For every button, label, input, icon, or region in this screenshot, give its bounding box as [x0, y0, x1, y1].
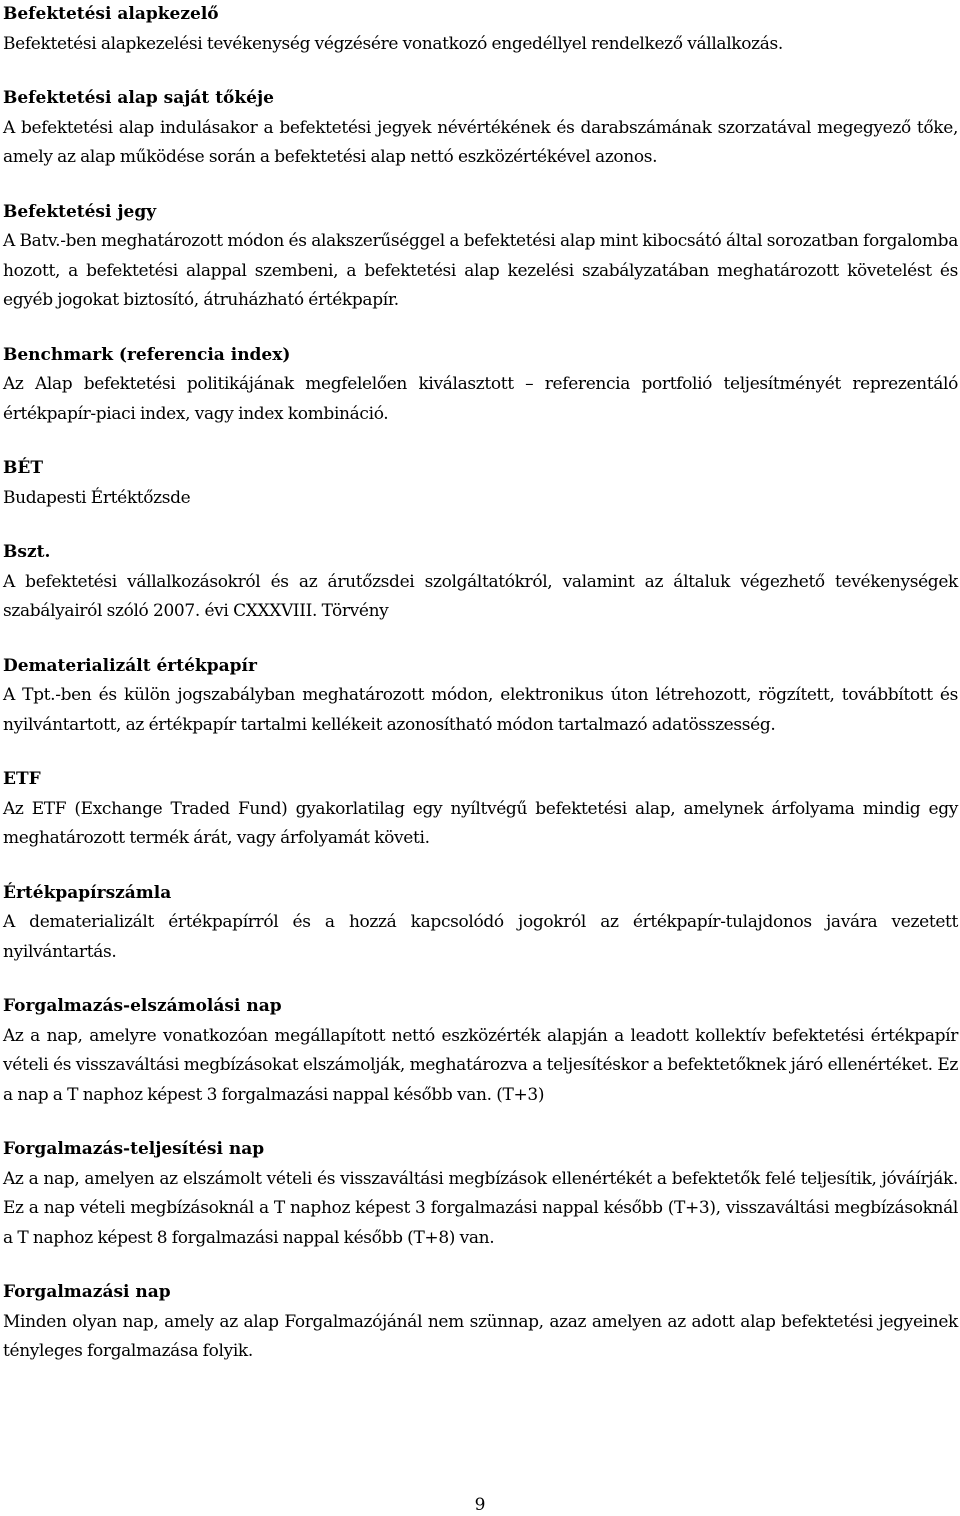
- term-definition: Budapesti Értéktőzsde: [3, 487, 191, 508]
- document-page: [3, 0, 958, 1392]
- term-heading: Befektetési jegy: [3, 201, 157, 222]
- term-heading: Forgalmazás-elszámolási nap: [3, 996, 282, 1016]
- term-heading: Befektetési alap saját tőkéje: [3, 88, 274, 108]
- term-heading: Forgalmazás-teljesítési nap: [3, 1139, 265, 1159]
- glossary-entry: [3, 1135, 958, 1253]
- term-definition: A befektetési vállalkozásokról és az árutőzsdei szolgáltatókról, valamint az általuk végezhető tevékenységek szabályairól szóló 2007. évi CXXXVIII. Törvény: [3, 571, 958, 621]
- term-definition: Az a nap, amelyre vonatkozóan megállapított nettó eszközérték alapján a leadott kollektív befektetési értékpapír vételi és visszaváltási megbízásokat elszámolják, meghatározva a teljesítéskor a befektetőknek járó ellenértéket. Ez a nap a T naphoz képest 3 forgalmazási nappal később van. (T+3): [3, 1025, 958, 1105]
- glossary-entry: [3, 0, 958, 59]
- term-definition: Minden olyan nap, amely az alap Forgalmazójánál nem szünnap, azaz amelyen az adott alap befektetési jegyeinek tényleges forgalmazása folyik.: [3, 1311, 958, 1361]
- term-heading: Értékpapírszámla: [3, 882, 172, 903]
- term-heading: Forgalmazási nap: [3, 1282, 171, 1302]
- term-heading: ETF: [3, 769, 41, 789]
- term-heading: Befektetési alapkezelő: [3, 4, 219, 24]
- term-definition: A Tpt.-ben és külön jogszabályban meghatározott módon, elektronikus úton létrehozott, rögzített, továbbított és nyilvántartott, az értékpapír tartalmi kellékeit azonosítható módon tartalmazó adatösszesség.: [3, 685, 958, 735]
- term-definition: Az Alap befektetési politikájának megfelelően kiválasztott – referencia portfolió teljesítményét reprezentáló értékpapír-piaci index, vagy index kombináció.: [3, 374, 958, 424]
- glossary-entry: [3, 198, 958, 316]
- glossary-entry: [3, 84, 958, 173]
- glossary-entry: [3, 992, 958, 1110]
- glossary-entry: [3, 454, 958, 513]
- term-definition: A befektetési alap indulásakor a befektetési jegyek névértékének és darabszámának szorzatával megegyező tőke, amely az alap működése során a befektetési alap nettó eszközértékével azonos.: [3, 117, 958, 167]
- term-definition: Az ETF (Exchange Traded Fund) gyakorlatilag egy nyíltvégű befektetési alap, amelynek árfolyama mindig egy meghatározott termék árát, vagy árfolyamát követi.: [3, 798, 958, 848]
- term-definition: A dematerializált értékpapírról és a hozzá kapcsolódó jogokról az értékpapír-tulajdonos javára vezetett nyilvántartás.: [3, 912, 958, 962]
- term-heading: Benchmark (referencia index): [3, 344, 291, 365]
- term-definition: Befektetési alapkezelési tevékenység végzésére vonatkozó engedéllyel rendelkező vállalkozás.: [3, 33, 783, 54]
- term-heading: BÉT: [3, 458, 43, 478]
- term-definition: A Batv.-ben meghatározott módon és alakszerűséggel a befektetési alap mint kibocsátó által sorozatban forgalomba hozott, a befektetési alappal szembeni, a befektetési alap kezelési szabályzatában meghatározott követelést és egyéb jogokat biztosító, átruházható értékpapír.: [3, 231, 958, 310]
- glossary-entry: [3, 765, 958, 854]
- term-heading: Dematerializált értékpapír: [3, 655, 257, 676]
- glossary-entry: [3, 538, 958, 627]
- glossary-entry: [3, 879, 958, 968]
- term-heading: Bszt.: [3, 542, 51, 562]
- term-definition: Az a nap, amelyen az elszámolt vételi és visszaváltási megbízások ellenértékét a befektetők felé teljesítik, jóváírják. Ez a nap vételi megbízásoknál a T naphoz képest 3 forgalmazási nappal később (T+3), visszaváltási megbízásoknál a T naphoz képest 8 forgalmazási nappal később (T+8) van.: [3, 1168, 958, 1248]
- glossary-entry: [3, 1278, 958, 1367]
- glossary-entry: [3, 652, 958, 741]
- glossary-entry: [3, 341, 958, 430]
- page-number: 9: [474, 1495, 486, 1515]
